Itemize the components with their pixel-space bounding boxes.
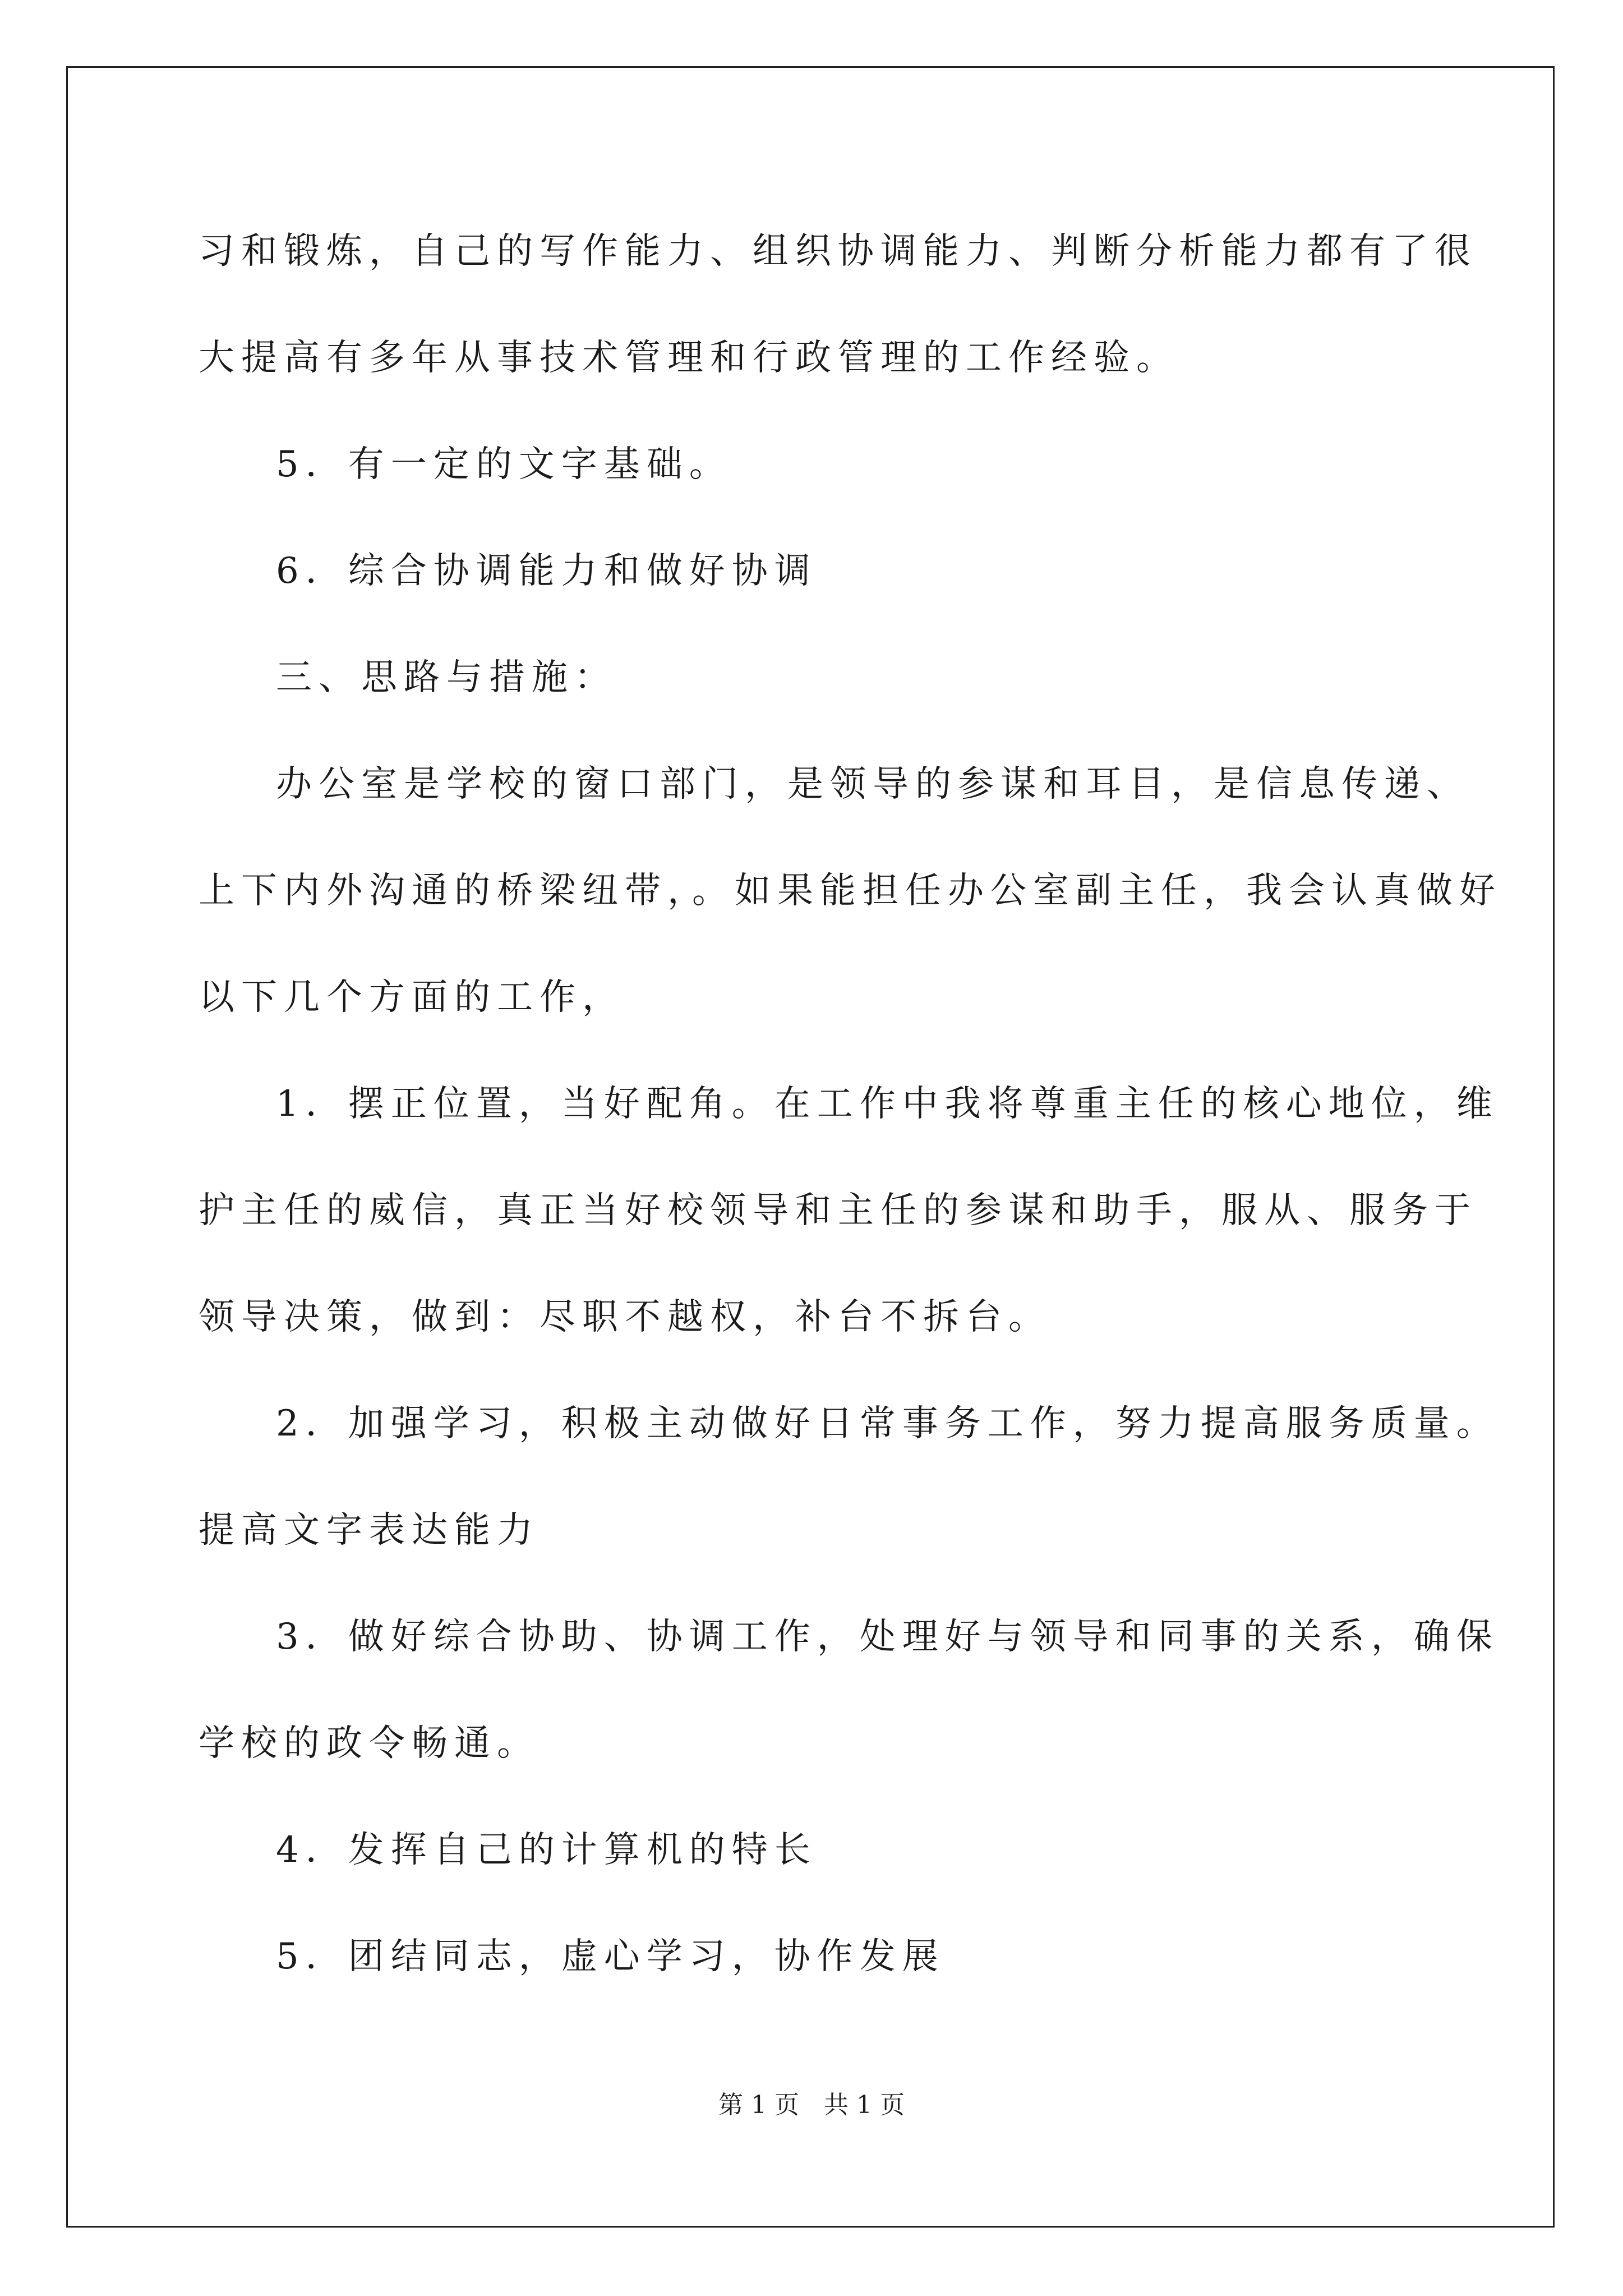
page-border <box>66 66 1555 2228</box>
paragraph-line: 上下内外沟通的桥梁纽带，。如果能担任办公室副主任，我会认真做好 <box>199 870 1502 912</box>
paragraph-line: 领导决策，做到：尽职不越权，补台不拆台。 <box>199 1296 1051 1338</box>
list-item: 4．发挥自己的计算机的特长 <box>276 1829 817 1871</box>
paragraph-line: 办公室是学校的窗口部门，是领导的参谋和耳目，是信息传递、 <box>276 763 1469 805</box>
list-item: 6．综合协调能力和做好协调 <box>276 550 817 592</box>
list-item: 1．摆正位置，当好配角。在工作中我将尊重主任的核心地位，维 <box>276 1083 1499 1125</box>
paragraph-line: 习和锻炼，自己的写作能力、组织协调能力、判断分析能力都有了很 <box>199 231 1477 272</box>
paragraph-line: 学校的政令畅通。 <box>199 1723 540 1764</box>
list-item: 3．做好综合协助、协调工作，处理好与领导和同事的关系，确保 <box>276 1616 1499 1658</box>
section-heading: 三、思路与措施： <box>276 657 617 698</box>
list-item: 5．有一定的文字基础。 <box>276 444 732 485</box>
paragraph-line: 以下几个方面的工作， <box>199 977 625 1018</box>
paragraph-line: 护主任的威信，真正当好校领导和主任的参谋和助手，服从、服务于 <box>199 1190 1477 1231</box>
list-item: 2．加强学习，积极主动做好日常事务工作，努力提高服务质量。 <box>276 1403 1499 1444</box>
paragraph-line: 提高文字表达能力 <box>199 1510 540 1551</box>
list-item: 5．团结同志，虚心学习，协作发展 <box>276 1936 945 1977</box>
paragraph-line: 大提高有多年从事技术管理和行政管理的工作经验。 <box>199 337 1179 379</box>
page-footer: 第 1 页 共 1 页 <box>718 2091 905 2119</box>
